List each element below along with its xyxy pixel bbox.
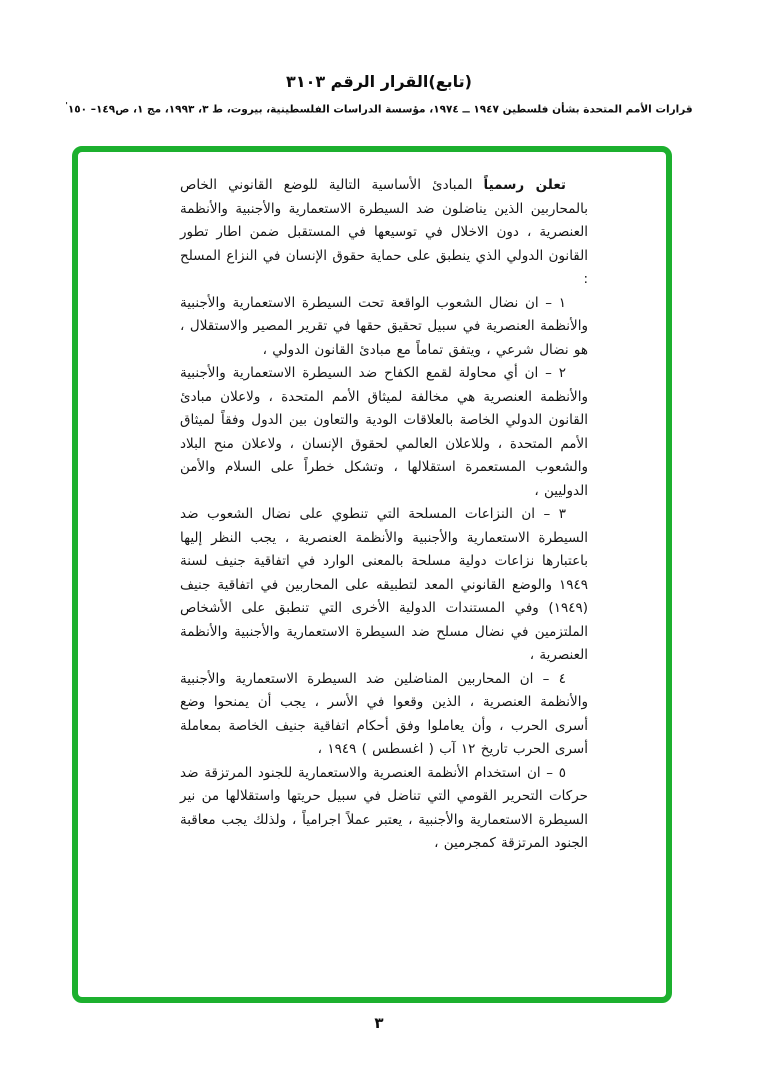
footnote-mark: ' xyxy=(65,101,68,110)
document-text xyxy=(180,174,588,856)
intro-lead: تعلن رسمياً xyxy=(483,177,567,193)
clause-3: ٣ – ان النزاعات المسلحة التي تنطوي على نضال الشعوب ضد السيطرة الاستعمارية والأجنبية والأنظمة العنصرية ، يجب النظر إليها باعتبارها نزاعات دولية مسلحة بالمعنى الوارد في اتفاقية جنيف لسنة ١٩٤٩ والوضع القانوني المعد لتطبيقه على المحاربين في اتفاقية جنيف (١٩٤٩) وفي المستندات الدولية الأخرى التي تنطبق على الأشخاص الملتزمين في نضال مسلح ضد السيطرة الاستعمارية والأجنبية والأنظمة العنصرية ، xyxy=(180,506,588,663)
clause-4: ٤ – ان المحاربين المناضلين ضد السيطرة الاستعمارية والأجنبية والأنظمة العنصرية ، الذين وقعوا في الأسر ، يجب أن يمنحوا وضع أسرى الحرب ، وأن يعاملوا وفق أحكام اتفاقية جنيف الخاصة بمعاملة أسرى الحرب تاريخ ١٢ آب ( اغسطس ) ١٩٤٩ ، xyxy=(180,670,588,757)
clause-1: ١ – ان نضال الشعوب الواقعة تحت السيطرة الاستعمارية والأجنبية والأنظمة العنصرية في سبيل تحقيق حقها في تقرير المصير والاستقلال ، هو نضال شرعي ، ويتفق تماماً مع مبادئ القانون الدولي ، xyxy=(180,294,588,358)
page-title: (تابع)القرار الرقم ٣١٠٣ xyxy=(286,72,472,91)
clause-5: ٥ – ان استخدام الأنظمة العنصرية والاستعمارية للجنود المرتزقة ضد حركات التحرير القومي التي تناضل في سبيل حريتها واستقلالها من نير السيطرة الاستعمارية والأجنبية ، يعتبر عملاً اجرامياً ، ولذلك يجب معاقبة الجنود المرتزقة كمجرمين ، xyxy=(180,764,588,851)
intro-rest: المبادئ الأساسية التالية للوضع القانوني الخاص بالمحاربين الذين يناضلون ضد السيطرة الاستعمارية والأجنبية والأنظمة العنصرية ، دون الاخلال في توسيعها في المستقبل ضمن اطار تطور القانون الدولي الذي ينطبق على حماية حقوق الإنسان في النزاع المسلح : xyxy=(180,177,588,287)
page-number: ٣ xyxy=(374,1014,384,1032)
source-citation-text: قرارات الأمم المتحدة بشأن فلسطين ١٩٤٧ ــ ١٩٧٤، مؤسسة الدراسات الفلسطينية، بيروت، ط ٣، ١٩٩٣، مج ١، ص١٤٩– ١٥٠ xyxy=(67,103,693,116)
clause-2: ٢ – ان أي محاولة لقمع الكفاح ضد السيطرة الاستعمارية والأجنبية والأنظمة العنصرية هي مخالفة لميثاق الأمم المتحدة ، ولاعلان مبادئ القانون الدولي الخاصة بالعلاقات الودية والتعاون بين الدول وفقاً لميثاق الأمم المتحدة ، وللاعلان العالمي لحقوق الإنسان ، ولاعلان منح البلاد والشعوب المستعمرة استقلالها ، وتشكل خطراً على السلام والأمن الدوليين ، xyxy=(180,365,588,499)
intro-paragraph xyxy=(180,174,588,292)
source-citation xyxy=(0,101,758,116)
